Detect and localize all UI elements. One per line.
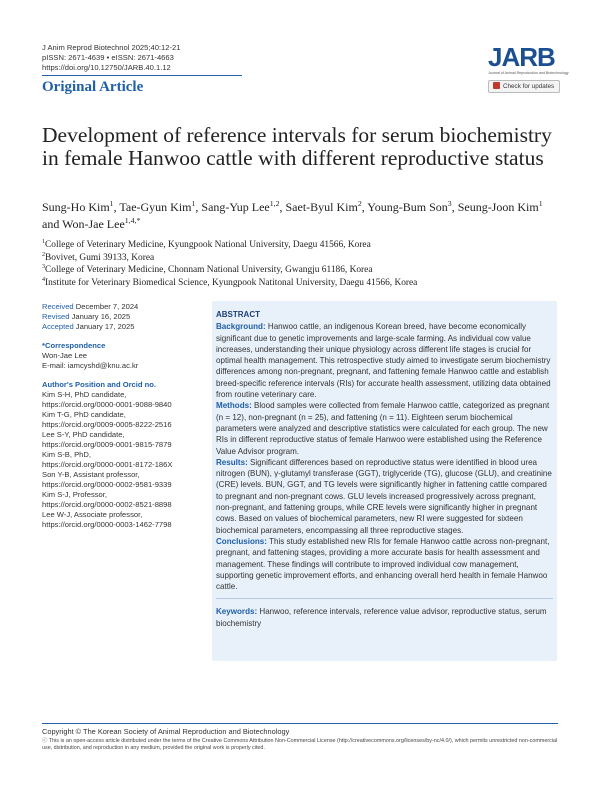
check-for-updates-button[interactable] xyxy=(488,80,560,93)
keywords-label: Keywords: xyxy=(216,607,258,617)
author-affiliation-mark: 1,2 xyxy=(269,199,280,208)
orcid-link[interactable]: https://orcid.org/0000-0002-8521-8898 xyxy=(42,500,172,509)
article-sidebar xyxy=(42,302,202,530)
journal-logo: JARB xyxy=(488,42,555,72)
affiliation-mark: 3 xyxy=(42,264,46,271)
license-body: This is an open-access article distributed under the terms of the Creative Commons Attribution Non-Commercial License (http://creativecommons.org/licenses/by-nc/4.0/), which permits unrestricted non-commercial use, distribution, and reproduction in any medium, provided the original work is properly cited. xyxy=(42,738,558,751)
author-affiliation-mark: 1,4,* xyxy=(124,216,141,225)
orcid-author: Kim S-J, Professor, xyxy=(42,490,107,499)
affiliation-list xyxy=(42,239,562,289)
correspondence-heading: *Correspondence xyxy=(42,341,106,350)
author-name: Tae-Gyun Kim xyxy=(119,200,192,214)
date-label: Accepted xyxy=(42,322,74,331)
affiliation-text: College of Veterinary Medicine, Chonnam National University, Gwangju 61186, Korea xyxy=(45,265,373,276)
orcid-author: Kim T-G, PhD candidate, xyxy=(42,410,126,419)
article-dates xyxy=(42,302,202,332)
orcid-link[interactable]: https://orcid.org/0000-0001-8172-186X xyxy=(42,460,173,469)
abstract-section-text: Blood samples were collected from female Hanwoo cattle, categorized as pregnant (n = 12), non-pregnant (n = 25), and fattening (n = 11). Eighteen serum biochemical parameters were analyzed and descriptive statistics were calculated for each group. The new RIs in different reproductive status of female Hanwoo were established using the Reference Value Advisor program. xyxy=(216,401,550,456)
abstract-section xyxy=(216,536,553,592)
author-name: Sang-Yup Lee xyxy=(201,200,270,214)
keywords xyxy=(216,606,553,629)
header-rule xyxy=(42,75,242,76)
author-affiliation-mark: 1 xyxy=(109,199,114,208)
keywords-text: Hanwoo, reference intervals, reference value advisor, reproductive status, serum biochemistry xyxy=(216,607,547,628)
article-title: Development of reference intervals for serum biochemistry in female Hanwoo cattle with different reproductive status xyxy=(42,123,552,170)
date-value: January 17, 2025 xyxy=(75,322,135,331)
abstract-section-label: Conclusions: xyxy=(216,536,267,546)
orcid-heading: Author's Position and Orcid no. xyxy=(42,380,157,389)
footer-rule xyxy=(42,723,558,724)
check-updates-icon xyxy=(493,82,500,89)
abstract-box xyxy=(212,301,557,661)
abstract-section-text: Significant differences based on reproductive status were identified in blood urea nitrogen (BUN), γ-glutamyl transferase (GGT), triglyceride (TG), glucose (GLU), and creatinine (CRE) levels. BUN, GGT, and TG levels were significantly higher in fattening cattle compared to pregnant and non-pregnant cows. GLU levels increased progressively across pregnant, non-pregnant, and fattening groups, while CRE levels were significantly higher in pregnant cows. Based on values of biochemical parameters, new RI were suggested for sixteen biochemical parameters, encompassing all three reproductive stages. xyxy=(216,457,552,535)
orcid-link[interactable]: https://orcid.org/0000-0003-1462-7798 xyxy=(42,520,172,529)
copyright: Copyright © The Korean Society of Animal Reproduction and Biotechnology xyxy=(42,727,290,736)
date-row xyxy=(42,312,202,322)
author-affiliation-mark: 1 xyxy=(538,199,543,208)
abstract-section xyxy=(216,457,553,536)
affiliation xyxy=(42,252,562,265)
affiliation xyxy=(42,239,562,252)
check-updates-label: Check for updates xyxy=(503,83,555,90)
article-type: Original Article xyxy=(42,79,144,95)
affiliation-mark: 4 xyxy=(42,276,46,283)
journal-meta xyxy=(42,43,180,73)
affiliation-mark: 1 xyxy=(42,238,46,245)
author-list: Sung-Ho Kim$^1$, Tae-Gyun Kim$^1$, Sang-Yup Lee$^{1,2}$, Saet-Byul Kim$^2$, Young-Bum Son$^3$, Seung-Joon Kim$^1$ and Won-Jae Lee$^{1,4,*}$ xyxy=(42,199,543,231)
abstract-sections xyxy=(216,321,553,592)
affiliation xyxy=(42,277,562,290)
orcid-link[interactable]: https://orcid.org/0009-0001-9815-7879 xyxy=(42,440,172,449)
affiliation xyxy=(42,264,562,277)
abstract-section-label: Results: xyxy=(216,457,248,467)
open-access-icon: ⓒ xyxy=(42,738,49,744)
keywords-divider xyxy=(216,598,553,599)
orcid-link[interactable]: https://orcid.org/0000-0001-9088-9840 xyxy=(42,400,172,409)
orcid-author: Lee S-Y, PhD candidate, xyxy=(42,430,125,439)
author-name: Saet-Byul Kim xyxy=(285,200,358,214)
affiliation-text: College of Veterinary Medicine, Kyungpook National University, Daegu 41566, Korea xyxy=(45,240,371,250)
correspondence-name: Won-Jae Lee xyxy=(42,351,88,360)
journal-citation: J Anim Reprod Biotechnol 2025;40:12-21 xyxy=(42,43,181,52)
date-label: Received xyxy=(42,302,74,311)
author-name: Seung-Joon Kim xyxy=(457,200,539,214)
license-text xyxy=(42,738,558,752)
date-value: December 7, 2024 xyxy=(75,302,139,311)
abstract-section-text: This study established new RIs for female Hanwoo cattle across non-pregnant, pregnant, and fattening stages, providing a more accurate basis for health assessment and management. These findings will contribute to improved individual cow management, supporting genetic improvement efforts, and enhancing overall herd health in female Hanwoo cattle. xyxy=(216,536,550,592)
orcid-link[interactable]: https://orcid.org/0000-0002-9581-9339 xyxy=(42,480,172,489)
date-row xyxy=(42,322,202,332)
date-row xyxy=(42,302,202,312)
author-affiliation-mark: 1 xyxy=(191,199,196,208)
affiliation-text: Bovivet, Gumi 39133, Korea xyxy=(45,252,155,263)
abstract-section-label: Background: xyxy=(216,322,266,332)
journal-issn: pISSN: 2671-4639 • eISSN: 2671-4663 xyxy=(42,53,174,62)
abstract-section xyxy=(216,400,553,456)
orcid-author: Kim S-B, PhD, xyxy=(42,450,91,459)
date-label: Revised xyxy=(42,312,70,321)
correspondence-email[interactable]: E-mail: iamcyshd@knu.ac.kr xyxy=(42,361,139,370)
abstract-section-label: Methods: xyxy=(216,401,252,411)
author-name: Won-Jae Lee xyxy=(62,217,125,231)
orcid-author: Kim S-H, PhD candidate, xyxy=(42,390,127,399)
author-affiliation-mark: 2 xyxy=(357,199,362,208)
journal-logo-subtitle: Journal of Animal Reproduction and Biotechnology xyxy=(488,71,569,75)
abstract-heading: ABSTRACT xyxy=(216,310,260,319)
affiliation-mark: 2 xyxy=(42,251,46,258)
abstract-section-text: Hanwoo cattle, an indigenous Korean breed, have become economically significant due to genetic improvements and large-scale farming. As individual cow value increases, understanding their unique physiology across different life stages is crucial for optimal health management. This retrospective study aimed to investigate serum biochemistry differences among non-pregnant, pregnant, and fattening female Hanwoo cattle and establish breed-specific reference intervals (RIs) for accurate health assessment, utilizing data obtained from routine veterinary care. xyxy=(216,322,551,400)
author-name: Sung-Ho Kim xyxy=(42,200,110,214)
orcid-author: Lee W-J, Associate professor, xyxy=(42,510,143,519)
orcid-link[interactable]: https://orcid.org/0009-0005-8222-2516 xyxy=(42,420,172,429)
author-name: Young-Bum Son xyxy=(367,200,448,214)
abstract-section xyxy=(216,321,553,400)
author-affiliation-mark: 3 xyxy=(447,199,452,208)
affiliation-text: Institute for Veterinary Biomedical Science, Kyungpook Natitonal University, Daegu 41566, Korea xyxy=(45,277,418,288)
orcid-author: Son Y-B, Assistant professor, xyxy=(42,470,140,479)
date-value: January 16, 2025 xyxy=(71,312,131,321)
orcid-list xyxy=(42,390,202,530)
journal-doi-link[interactable]: https://doi.org/10.12750/JARB.40.1.12 xyxy=(42,63,171,72)
